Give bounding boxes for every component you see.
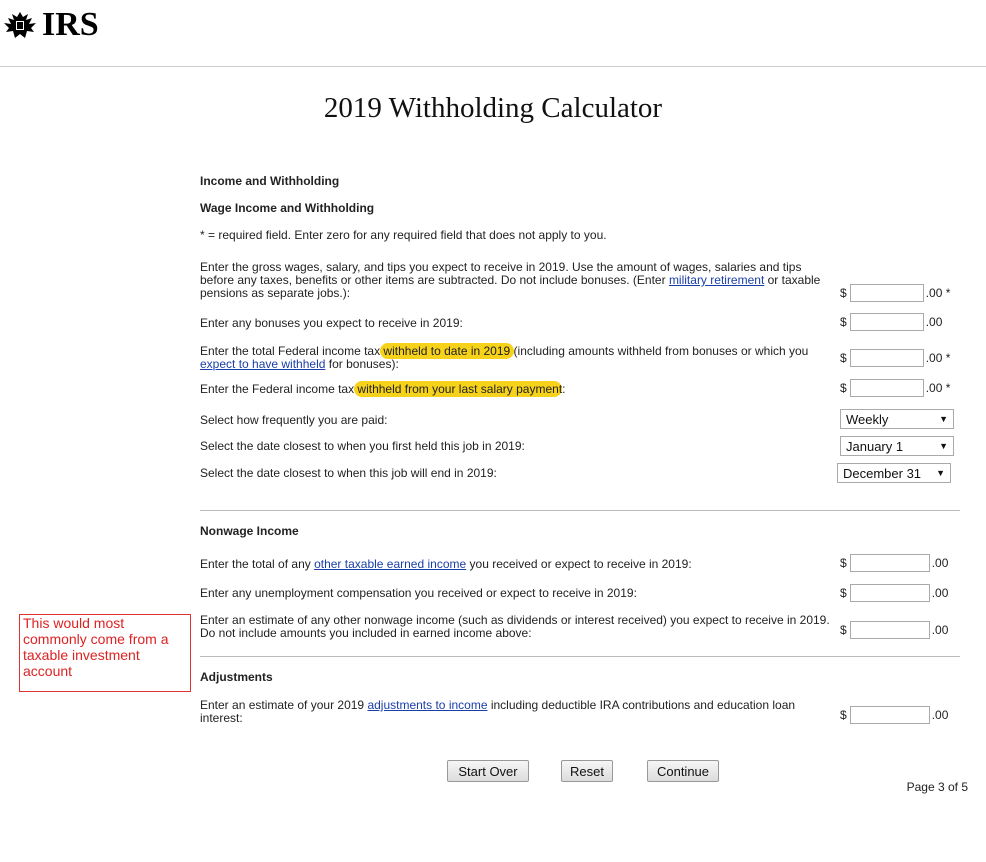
fed-tax-last-input[interactable] bbox=[850, 379, 924, 397]
section-wage-income: Wage Income and Withholding bbox=[200, 201, 375, 215]
job-start-select[interactable]: January 1 ▼ bbox=[840, 436, 954, 456]
section-adjustments: Adjustments bbox=[200, 670, 273, 684]
question-job-end: Select the date closest to when this job will end in 2019: bbox=[200, 466, 497, 480]
question-bonuses: Enter any bonuses you expect to receive in 2019: bbox=[200, 316, 463, 330]
other-nonwage-field: $ .00 bbox=[840, 623, 949, 637]
fed-tax-to-date-field: $ .00 * bbox=[840, 351, 951, 365]
other-nonwage-input[interactable] bbox=[850, 621, 930, 639]
section-nonwage: Nonwage Income bbox=[200, 524, 299, 538]
expect-to-have-withheld-link[interactable]: expect to have withheld bbox=[200, 357, 326, 371]
other-earned-income-field: $ .00 bbox=[840, 556, 949, 570]
unemployment-field: $ .00 bbox=[840, 586, 949, 600]
pay-frequency-select[interactable]: Weekly ▼ bbox=[840, 409, 954, 429]
fed-tax-to-date-input[interactable] bbox=[850, 349, 924, 367]
gross-wages-input[interactable] bbox=[850, 284, 924, 302]
question-fed-tax-last-payment: Enter the Federal income tax withheld from your last salary payment: bbox=[200, 382, 566, 396]
dropdown-arrow-icon: ▼ bbox=[939, 414, 948, 424]
irs-logo[interactable] bbox=[0, 6, 99, 44]
unemployment-input[interactable] bbox=[850, 584, 930, 602]
reset-button[interactable]: Reset bbox=[561, 760, 613, 782]
military-retirement-link[interactable]: military retirement bbox=[668, 273, 765, 287]
question-other-nonwage: Enter an estimate of any other nonwage income (such as dividends or interest received) you expect to receive in 2019. Do not include amounts you included in earned income above: bbox=[200, 613, 830, 640]
section-income-withholding: Income and Withholding bbox=[200, 174, 340, 188]
dropdown-arrow-icon: ▼ bbox=[939, 441, 948, 451]
adjustments-to-income-link[interactable]: adjustments to income bbox=[367, 698, 488, 712]
question-fed-tax-to-date: Enter the total Federal income tax withheld to date in 2019 (including amounts withheld from bonuses or which you expect to have withheld for bonuses): bbox=[200, 344, 809, 371]
question-adjustments: Enter an estimate of your 2019 adjustments to income including deductible IRA contributions and education loan interest: bbox=[200, 698, 796, 725]
page-title: 2019 Withholding Calculator bbox=[323, 92, 663, 124]
question-gross-wages: Enter the gross wages, salary, and tips you expect to receive in 2019. Use the amount of wages, salaries and tips before any taxes, benefits or other items are subtracted. Do not include bonuses. (Enter military retirement or taxable pensions as separate jobs.): bbox=[200, 260, 821, 300]
other-earned-income-input[interactable] bbox=[850, 554, 930, 572]
continue-button[interactable]: Continue bbox=[647, 760, 719, 782]
bonuses-field: $ .00 bbox=[840, 315, 943, 329]
bonuses-input[interactable] bbox=[850, 313, 924, 331]
question-pay-frequency: Select how frequently you are paid: bbox=[200, 413, 388, 427]
question-unemployment: Enter any unemployment compensation you received or expect to receive in 2019: bbox=[200, 586, 637, 600]
highlight-withheld-to-date: withheld to date in 2019 bbox=[380, 344, 514, 358]
annotation-note: This would most commonly come from a taxable investment account bbox=[19, 614, 191, 692]
other-taxable-earned-income-link[interactable]: other taxable earned income bbox=[314, 557, 467, 571]
dropdown-arrow-icon: ▼ bbox=[936, 468, 945, 478]
fed-tax-last-field: $ .00 * bbox=[840, 381, 951, 395]
start-over-button[interactable]: Start Over bbox=[447, 760, 529, 782]
eagle-icon bbox=[0, 8, 40, 42]
highlight-last-salary-payment: withheld from your last salary payment bbox=[354, 382, 563, 396]
divider bbox=[200, 510, 960, 511]
adjustments-input[interactable] bbox=[850, 706, 930, 724]
page-indicator: Page 3 of 5 bbox=[906, 780, 968, 794]
logo-text: IRS bbox=[42, 6, 99, 43]
adjustments-field: $ .00 bbox=[840, 708, 949, 722]
divider bbox=[200, 656, 960, 657]
job-end-select[interactable]: December 31 ▼ bbox=[837, 463, 951, 483]
gross-wages-field: $ .00 * bbox=[840, 286, 951, 300]
required-note: * = required field. Enter zero for any required field that does not apply to you. bbox=[200, 228, 607, 242]
question-job-start: Select the date closest to when you first held this job in 2019: bbox=[200, 439, 525, 453]
question-other-earned-income: Enter the total of any other taxable earned income you received or expect to receive in 2019: bbox=[200, 557, 692, 571]
header-divider bbox=[0, 66, 986, 67]
